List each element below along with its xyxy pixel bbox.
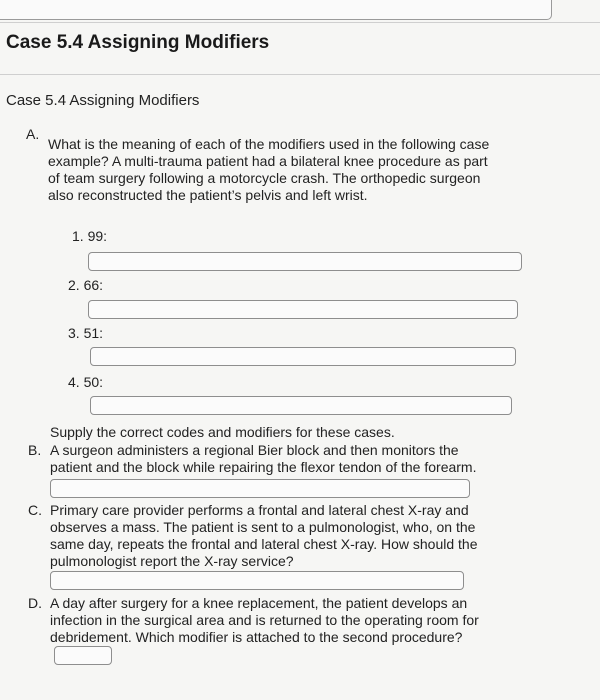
question-a-line: example? A multi-trauma patient had a bilateral knee procedure as part: [48, 153, 488, 169]
question-c-line: Primary care provider performs a frontal and lateral chest X-ray and: [50, 502, 469, 518]
modifier-51-answer[interactable]: [90, 347, 516, 366]
question-d-line: debridement. Which modifier is attached to the second procedure?: [50, 629, 463, 645]
question-d-text: [50, 595, 479, 646]
question-a-text: [48, 136, 489, 204]
instruction-text: Supply the correct codes and modifiers for these cases.: [50, 424, 395, 440]
page-title: Case 5.4 Assigning Modifiers: [6, 32, 270, 53]
question-a-marker: A.: [26, 126, 40, 142]
question-d-line: A day after surgery for a knee replacement, the patient develops an: [50, 595, 468, 611]
divider: [0, 74, 600, 75]
modifier-66-label: 2. 66:: [68, 277, 104, 293]
question-d-line: infection in the surgical area and is returned to the operating room for: [50, 612, 479, 628]
modifier-99-label: 1. 99:: [72, 228, 108, 244]
case-subtitle: Case 5.4 Assigning Modifiers: [6, 92, 200, 109]
question-b-line: patient and the block while repairing the flexor tendon of the forearm.: [50, 459, 477, 475]
question-c-line: observes a mass. The patient is sent to a pulmonologist, who, on the: [50, 519, 476, 535]
modifier-66-answer[interactable]: [88, 300, 518, 319]
modifier-99-answer[interactable]: [88, 252, 522, 271]
question-b-marker: B.: [28, 442, 42, 458]
question-b-answer[interactable]: [50, 479, 470, 498]
question-c-marker: C.: [28, 502, 42, 518]
modifier-51-label: 3. 51:: [68, 325, 104, 341]
question-a-line: also reconstructed the patient’s pelvis and left wrist.: [48, 187, 368, 203]
question-b-line: A surgeon administers a regional Bier block and then monitors the: [50, 442, 459, 458]
question-c-text: [50, 502, 478, 570]
modifier-50-answer[interactable]: [90, 396, 512, 415]
question-a-line: What is the meaning of each of the modifiers used in the following case: [48, 136, 490, 152]
question-b-text: [50, 442, 476, 476]
divider: [0, 22, 600, 23]
question-c-line: pulmonologist report the X-ray service?: [50, 553, 294, 569]
question-c-line: same day, repeats the frontal and lateral chest X-ray. How should the: [50, 536, 478, 552]
question-d-answer[interactable]: [54, 646, 112, 665]
question-d-marker: D.: [28, 595, 42, 611]
modifier-50-label: 4. 50:: [68, 374, 104, 390]
previous-answer-field[interactable]: [0, 0, 552, 20]
question-c-answer[interactable]: [50, 571, 464, 590]
question-a-line: of team surgery following a motorcycle crash. The orthopedic surgeon: [48, 170, 481, 186]
